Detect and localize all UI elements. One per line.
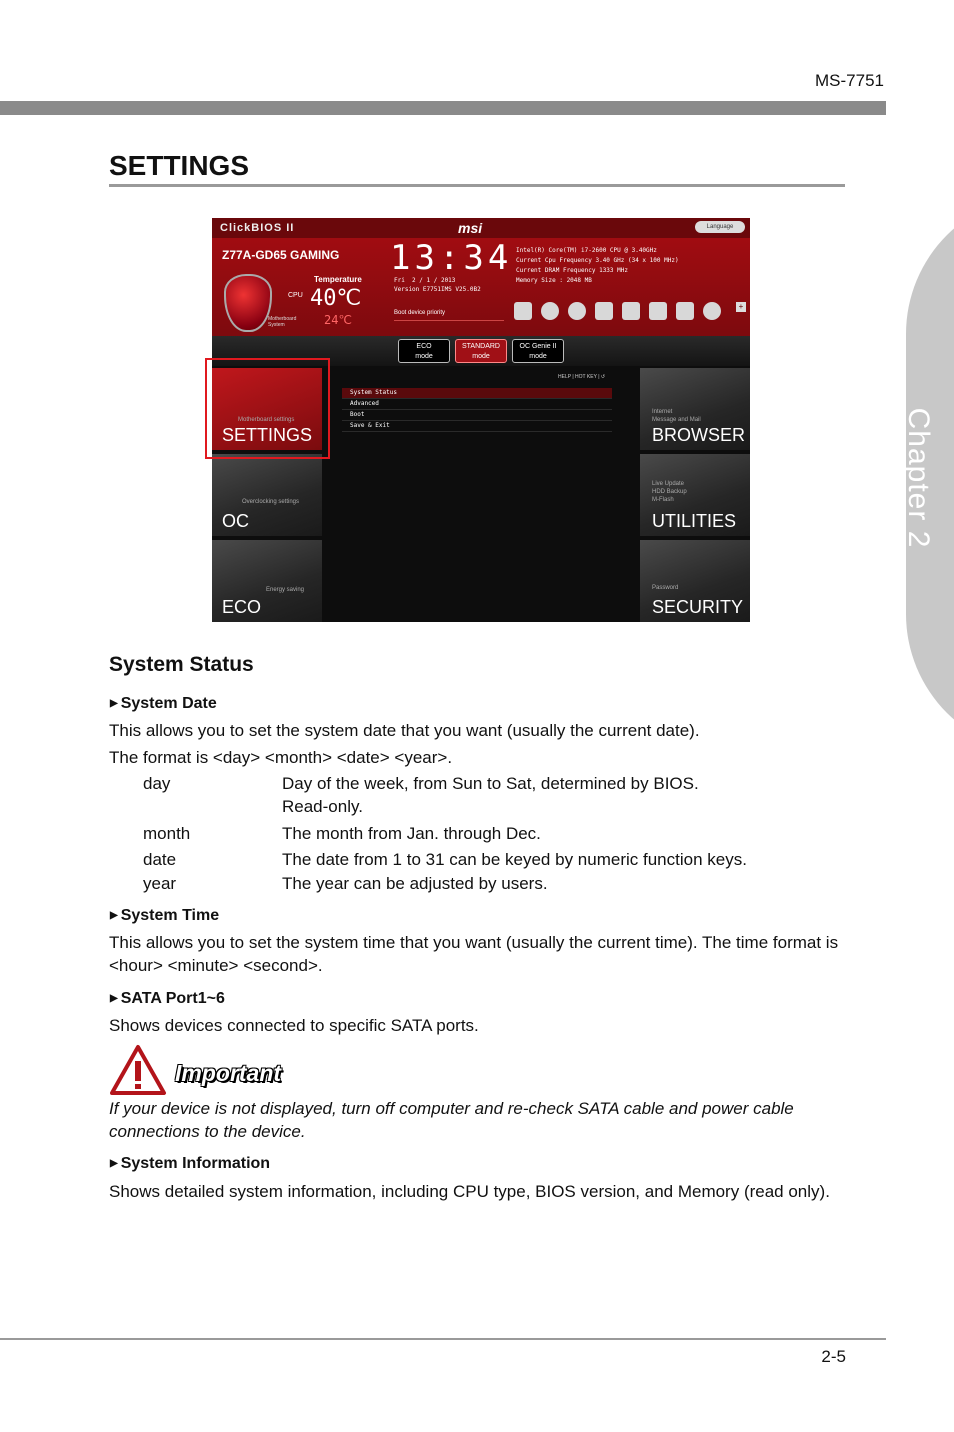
menu-label: Save & Exit: [350, 422, 390, 429]
usb-icon[interactable]: [622, 302, 640, 320]
system-label: Motherboard System: [268, 316, 297, 328]
tile-title: SECURITY: [652, 597, 744, 617]
menu-label: System Status: [350, 389, 397, 396]
page-title-text: SETTINGS: [109, 150, 250, 181]
triangle-bullet-icon: ▶: [110, 993, 118, 1004]
menu-item-boot[interactable]: [342, 410, 612, 421]
heading-text: System Information: [120, 1155, 271, 1172]
help-hotkey-bar[interactable]: HELP | HOT KEY | ↺: [558, 374, 606, 380]
triangle-bullet-icon: ▶: [110, 698, 118, 709]
cpu-label: CPU: [288, 292, 303, 299]
menu-item-system-status[interactable]: [342, 388, 612, 399]
card-icon[interactable]: [649, 302, 667, 320]
heading-text: System Date: [120, 695, 217, 712]
tile-browser[interactable]: [640, 368, 750, 450]
mode-sub: mode: [529, 353, 547, 360]
tile-subtitle: Overclocking settings: [242, 499, 300, 505]
language-button[interactable]: Language: [695, 221, 745, 233]
usb-icon[interactable]: [676, 302, 694, 320]
menu-label: Advanced: [350, 400, 379, 407]
menu-item-save-exit[interactable]: [342, 421, 612, 432]
system-status-heading: System Status: [109, 653, 254, 676]
boot-device-row[interactable]: [514, 302, 732, 324]
menu-label: Boot: [350, 411, 365, 418]
system-date-desc: This allows you to set the system date that you want (usually the current date).: [109, 721, 700, 740]
format-desc-year: The year can be adjusted by users.: [282, 874, 548, 893]
header-bar: [0, 101, 886, 115]
oc-genie-mode-button[interactable]: [512, 339, 564, 363]
cpu-temperature: 40℃: [310, 286, 362, 311]
hdd-icon[interactable]: [514, 302, 532, 320]
bios-date-version: Fri 2 / 1 / 2013 Version E7751IMS V25.0B2: [394, 277, 481, 293]
warning-icon: [109, 1044, 167, 1096]
temperature-label: Temperature: [314, 275, 362, 284]
sata-port-desc: Shows devices connected to specific SATA ports.: [109, 1016, 479, 1035]
expand-icon[interactable]: +: [736, 302, 746, 312]
model-number: MS-7751: [815, 71, 884, 90]
tile-title: ECO: [222, 597, 262, 617]
mode-label: ECO: [416, 343, 432, 350]
tile-utilities[interactable]: [640, 454, 750, 536]
title-underline: [109, 184, 845, 187]
footer-rule: [0, 1338, 886, 1340]
mode-label: OC Genie II: [519, 343, 557, 350]
disc-icon[interactable]: [568, 302, 586, 320]
mode-sub: mode: [415, 353, 433, 360]
format-term-month: month: [143, 824, 191, 843]
system-time-heading: [110, 907, 219, 925]
page-number: 2-5: [821, 1347, 846, 1366]
heading-text: SATA Port1~6: [120, 990, 225, 1007]
bios-product-name: ClickBIOS II: [220, 222, 295, 234]
standard-mode-button[interactable]: [455, 339, 507, 363]
tile-title: OC: [222, 511, 249, 531]
eco-mode-button[interactable]: [398, 339, 450, 363]
tile-subtitle: Internet Message and Mail: [652, 409, 701, 423]
system-info-heading: [110, 1155, 270, 1173]
important-note: If your device is not displayed, turn off computer and re-check SATA cable and power cable connections to the device.: [109, 1099, 794, 1141]
tile-title: UTILITIES: [652, 511, 737, 531]
tile-eco[interactable]: [212, 540, 322, 622]
boot-priority-label: Boot device priority: [394, 306, 504, 321]
triangle-bullet-icon: ▶: [110, 1158, 118, 1169]
tile-security[interactable]: [640, 540, 750, 622]
page-title: [109, 150, 249, 182]
sata-port-heading: [110, 990, 225, 1008]
format-term-day: day: [143, 774, 171, 793]
format-desc-day: Day of the week, from Sun to Sat, determined by BIOS.: [282, 774, 699, 793]
format-desc-month: The month from Jan. through Dec.: [282, 824, 541, 843]
chapter-label: Chapter 2: [902, 407, 935, 549]
system-time-desc: This allows you to set the system time that you want (usually the current time). The time format is <hour> <minute> <second>.: [109, 933, 839, 975]
tile-title: BROWSER: [652, 425, 746, 445]
settings-highlight-box: [205, 358, 330, 459]
system-date-heading: [110, 695, 217, 713]
tile-oc[interactable]: [212, 454, 322, 536]
system-temperature: 24℃: [324, 313, 352, 327]
format-term-year: year: [143, 874, 177, 893]
disc-icon[interactable]: [541, 302, 559, 320]
tile-subtitle: Live Update HDD Backup M-Flash: [652, 481, 687, 503]
tile-subtitle: Motherboard settings: [238, 417, 295, 423]
format-term-date: date: [143, 850, 177, 869]
tile-subtitle: Password: [652, 585, 679, 591]
board-name: Z77A-GD65 GAMING: [222, 248, 340, 262]
cpu-info: Intel(R) Core(TM) i7-2600 CPU @ 3.40GHz Current Cpu Frequency 3.40 GHz (34 x 100 MHz) Current DRAM Frequency 1333 MHz Memory Size : 2048 MB: [516, 247, 679, 284]
mode-label: STANDARD: [462, 343, 500, 350]
settings-menu: [342, 388, 612, 432]
format-desc-day-readonly: Read-only.: [282, 797, 363, 816]
usb-icon[interactable]: [595, 302, 613, 320]
mode-sub: mode: [472, 353, 490, 360]
system-info-desc: Shows detailed system information, including CPU type, BIOS version, and Memory (read only).: [109, 1182, 830, 1201]
triangle-bullet-icon: ▶: [110, 910, 118, 921]
tile-title: SETTINGS: [222, 425, 313, 445]
heading-text: System Time: [120, 907, 220, 924]
format-desc-date: The date from 1 to 31 can be keyed by numeric function keys.: [282, 850, 747, 869]
important-label: Important: [175, 1060, 282, 1086]
usb-icon[interactable]: [703, 302, 721, 320]
bios-clock: 13:34: [390, 238, 513, 278]
system-date-format: The format is <day> <month> <date> <year>.: [109, 748, 453, 767]
tile-subtitle: Energy saving: [266, 587, 305, 593]
menu-item-advanced[interactable]: [342, 399, 612, 410]
msi-logo: msi: [458, 220, 483, 236]
